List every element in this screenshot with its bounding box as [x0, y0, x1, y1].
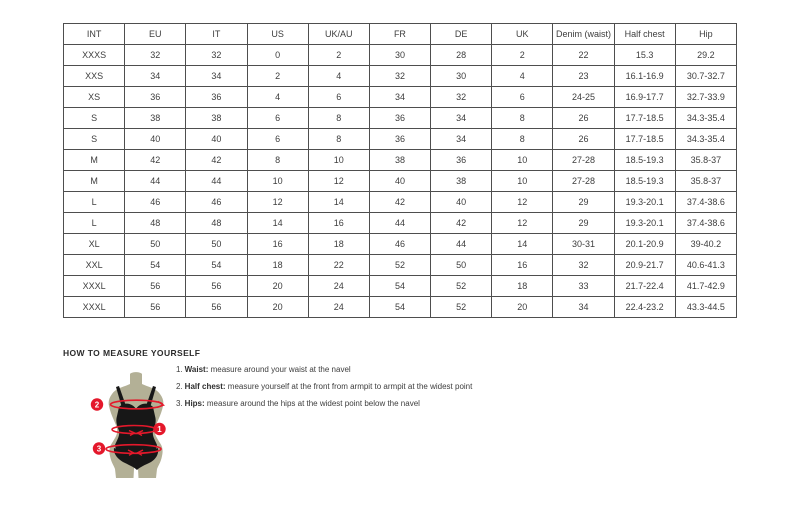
table-cell: 29.2 — [675, 45, 736, 66]
table-cell: 14 — [492, 234, 553, 255]
table-cell: 46 — [186, 192, 247, 213]
table-cell: 40 — [125, 129, 186, 150]
table-cell: 34 — [431, 129, 492, 150]
chest-badge-number: 2 — [94, 400, 100, 410]
measure-step-hips — [176, 399, 472, 408]
table-cell: 12 — [492, 213, 553, 234]
table-cell: 42 — [431, 213, 492, 234]
step-label: Waist: — [184, 365, 209, 374]
table-cell: 8 — [308, 108, 369, 129]
table-cell: 4 — [492, 66, 553, 87]
table-cell: 15.3 — [614, 45, 675, 66]
table-cell: 2 — [492, 45, 553, 66]
table-cell: 32 — [553, 255, 614, 276]
table-row — [64, 45, 737, 66]
table-cell: 18.5-19.3 — [614, 150, 675, 171]
table-cell: 30 — [431, 66, 492, 87]
table-cell: 34.3-35.4 — [675, 129, 736, 150]
table-cell: 34 — [431, 108, 492, 129]
table-cell: 56 — [125, 276, 186, 297]
table-cell: 10 — [492, 171, 553, 192]
table-cell: 6 — [492, 87, 553, 108]
column-header: Half chest — [614, 24, 675, 45]
table-cell: 52 — [431, 276, 492, 297]
table-cell: 42 — [125, 150, 186, 171]
table-cell: 24 — [308, 276, 369, 297]
column-header: UK/AU — [308, 24, 369, 45]
table-row — [64, 255, 737, 276]
table-cell: M — [64, 171, 125, 192]
table-cell: 39-40.2 — [675, 234, 736, 255]
table-cell: S — [64, 108, 125, 129]
size-chart-table — [63, 23, 737, 318]
table-cell: L — [64, 192, 125, 213]
table-cell: 46 — [369, 234, 430, 255]
table-cell: 32 — [431, 87, 492, 108]
table-cell: 10 — [492, 150, 553, 171]
table-cell: 2 — [247, 66, 308, 87]
table-cell: 44 — [186, 171, 247, 192]
table-cell: XXXL — [64, 276, 125, 297]
chest-badge — [91, 398, 103, 410]
size-chart-header-row — [64, 24, 737, 45]
waist-badge-number: 1 — [157, 424, 162, 434]
column-header: IT — [186, 24, 247, 45]
table-cell: XL — [64, 234, 125, 255]
table-cell: 38 — [431, 171, 492, 192]
table-cell: 34 — [186, 66, 247, 87]
table-cell: M — [64, 150, 125, 171]
table-cell: 34 — [369, 87, 430, 108]
measure-step-waist — [176, 365, 472, 374]
step-text: measure around your waist at the navel — [208, 365, 351, 374]
column-header: INT — [64, 24, 125, 45]
waist-badge — [153, 423, 165, 435]
table-cell: 18.5-19.3 — [614, 171, 675, 192]
table-cell: 0 — [247, 45, 308, 66]
table-cell: 36 — [369, 129, 430, 150]
table-cell: 24-25 — [553, 87, 614, 108]
table-cell: 14 — [308, 192, 369, 213]
table-cell: 37.4-38.6 — [675, 192, 736, 213]
table-cell: 44 — [369, 213, 430, 234]
step-text: measure around the hips at the widest point below the navel — [204, 399, 420, 408]
hips-badge — [93, 442, 105, 454]
table-cell: 29 — [553, 213, 614, 234]
table-cell: 20.1-20.9 — [614, 234, 675, 255]
table-cell: 2 — [308, 45, 369, 66]
table-cell: 19.3-20.1 — [614, 192, 675, 213]
table-cell: 27-28 — [553, 171, 614, 192]
table-cell: 52 — [431, 297, 492, 318]
size-chart-body — [64, 45, 737, 318]
table-cell: 10 — [247, 171, 308, 192]
hips-badge-number: 3 — [96, 444, 102, 454]
table-cell: 40 — [369, 171, 430, 192]
table-cell: 21.7-22.4 — [614, 276, 675, 297]
column-header: EU — [125, 24, 186, 45]
table-cell: 30-31 — [553, 234, 614, 255]
measure-section-title: HOW TO MEASURE YOURSELF — [63, 348, 201, 358]
table-cell: 56 — [186, 276, 247, 297]
table-cell: 22 — [308, 255, 369, 276]
column-header: US — [247, 24, 308, 45]
table-cell: 40.6-41.3 — [675, 255, 736, 276]
table-row — [64, 108, 737, 129]
table-cell: S — [64, 129, 125, 150]
column-header: Denim (waist) — [553, 24, 614, 45]
table-cell: 37.4-38.6 — [675, 213, 736, 234]
table-cell: 40 — [431, 192, 492, 213]
table-cell: 42 — [186, 150, 247, 171]
table-cell: 34 — [125, 66, 186, 87]
table-cell: 4 — [308, 66, 369, 87]
table-cell: 50 — [431, 255, 492, 276]
table-cell: 54 — [369, 276, 430, 297]
table-cell: 18 — [492, 276, 553, 297]
table-cell: 17.7-18.5 — [614, 129, 675, 150]
table-cell: 19.3-20.1 — [614, 213, 675, 234]
table-cell: 38 — [186, 108, 247, 129]
step-number: 1. — [176, 365, 183, 374]
column-header: DE — [431, 24, 492, 45]
step-label: Half chest: — [184, 382, 226, 391]
size-chart-section — [63, 23, 737, 318]
table-cell: 35.8-37 — [675, 150, 736, 171]
table-row — [64, 213, 737, 234]
table-cell: 12 — [308, 171, 369, 192]
table-cell: 38 — [369, 150, 430, 171]
column-header: FR — [369, 24, 430, 45]
table-row — [64, 234, 737, 255]
step-text: measure yourself at the front from armpit to armpit at the widest point — [225, 382, 473, 391]
table-cell: 8 — [492, 108, 553, 129]
table-cell: 8 — [492, 129, 553, 150]
table-cell: 4 — [247, 87, 308, 108]
table-cell: 26 — [553, 108, 614, 129]
table-row — [64, 129, 737, 150]
step-number: 2. — [176, 382, 183, 391]
table-cell: 56 — [125, 297, 186, 318]
table-cell: 36 — [369, 108, 430, 129]
table-cell: 48 — [186, 213, 247, 234]
measure-figure-illustration — [85, 371, 180, 478]
table-cell: 20 — [492, 297, 553, 318]
measure-step-half-chest — [176, 382, 472, 391]
table-cell: 18 — [247, 255, 308, 276]
table-cell: 17.7-18.5 — [614, 108, 675, 129]
table-cell: XXL — [64, 255, 125, 276]
table-cell: 54 — [125, 255, 186, 276]
table-cell: 34.3-35.4 — [675, 108, 736, 129]
table-cell: 12 — [492, 192, 553, 213]
table-cell: 52 — [369, 255, 430, 276]
table-cell: 6 — [308, 87, 369, 108]
table-cell: 16 — [492, 255, 553, 276]
table-cell: 56 — [186, 297, 247, 318]
table-cell: 32 — [186, 45, 247, 66]
table-cell: 42 — [369, 192, 430, 213]
table-cell: 32.7-33.9 — [675, 87, 736, 108]
table-cell: 36 — [186, 87, 247, 108]
table-cell: 16 — [308, 213, 369, 234]
table-cell: 16.1-16.9 — [614, 66, 675, 87]
table-cell: 32 — [125, 45, 186, 66]
table-cell: 46 — [125, 192, 186, 213]
table-row — [64, 171, 737, 192]
table-cell: 16 — [247, 234, 308, 255]
table-cell: 8 — [308, 129, 369, 150]
step-label: Hips: — [184, 399, 205, 408]
table-cell: 23 — [553, 66, 614, 87]
table-cell: 26 — [553, 129, 614, 150]
table-cell: 6 — [247, 129, 308, 150]
table-cell: 44 — [431, 234, 492, 255]
table-cell: 33 — [553, 276, 614, 297]
table-cell: XS — [64, 87, 125, 108]
table-cell: XXXL — [64, 297, 125, 318]
table-cell: 10 — [308, 150, 369, 171]
table-row — [64, 150, 737, 171]
table-cell: 20 — [247, 276, 308, 297]
step-number: 3. — [176, 399, 183, 408]
table-cell: 38 — [125, 108, 186, 129]
table-cell: 28 — [431, 45, 492, 66]
table-cell: 22 — [553, 45, 614, 66]
table-cell: 36 — [431, 150, 492, 171]
table-cell: XXS — [64, 66, 125, 87]
table-cell: 54 — [186, 255, 247, 276]
table-cell: 44 — [125, 171, 186, 192]
table-cell: 14 — [247, 213, 308, 234]
table-row — [64, 66, 737, 87]
table-cell: 32 — [369, 66, 430, 87]
table-cell: L — [64, 213, 125, 234]
table-cell: 30 — [369, 45, 430, 66]
measure-steps-list — [176, 365, 472, 416]
table-cell: 20.9-21.7 — [614, 255, 675, 276]
table-cell: 24 — [308, 297, 369, 318]
table-cell: 22.4-23.2 — [614, 297, 675, 318]
table-row — [64, 87, 737, 108]
table-cell: 50 — [125, 234, 186, 255]
table-cell: 6 — [247, 108, 308, 129]
table-cell: 30.7-32.7 — [675, 66, 736, 87]
table-cell: 16.9-17.7 — [614, 87, 675, 108]
table-cell: 29 — [553, 192, 614, 213]
table-cell: 34 — [553, 297, 614, 318]
table-cell: 54 — [369, 297, 430, 318]
table-row — [64, 297, 737, 318]
table-cell: 20 — [247, 297, 308, 318]
column-header: Hip — [675, 24, 736, 45]
table-cell: 36 — [125, 87, 186, 108]
table-cell: 35.8-37 — [675, 171, 736, 192]
table-cell: 48 — [125, 213, 186, 234]
table-cell: 40 — [186, 129, 247, 150]
table-cell: 8 — [247, 150, 308, 171]
table-cell: 43.3-44.5 — [675, 297, 736, 318]
table-row — [64, 276, 737, 297]
table-cell: 12 — [247, 192, 308, 213]
table-cell: 27-28 — [553, 150, 614, 171]
table-cell: XXXS — [64, 45, 125, 66]
table-cell: 18 — [308, 234, 369, 255]
table-cell: 41.7-42.9 — [675, 276, 736, 297]
table-cell: 50 — [186, 234, 247, 255]
column-header: UK — [492, 24, 553, 45]
table-row — [64, 192, 737, 213]
